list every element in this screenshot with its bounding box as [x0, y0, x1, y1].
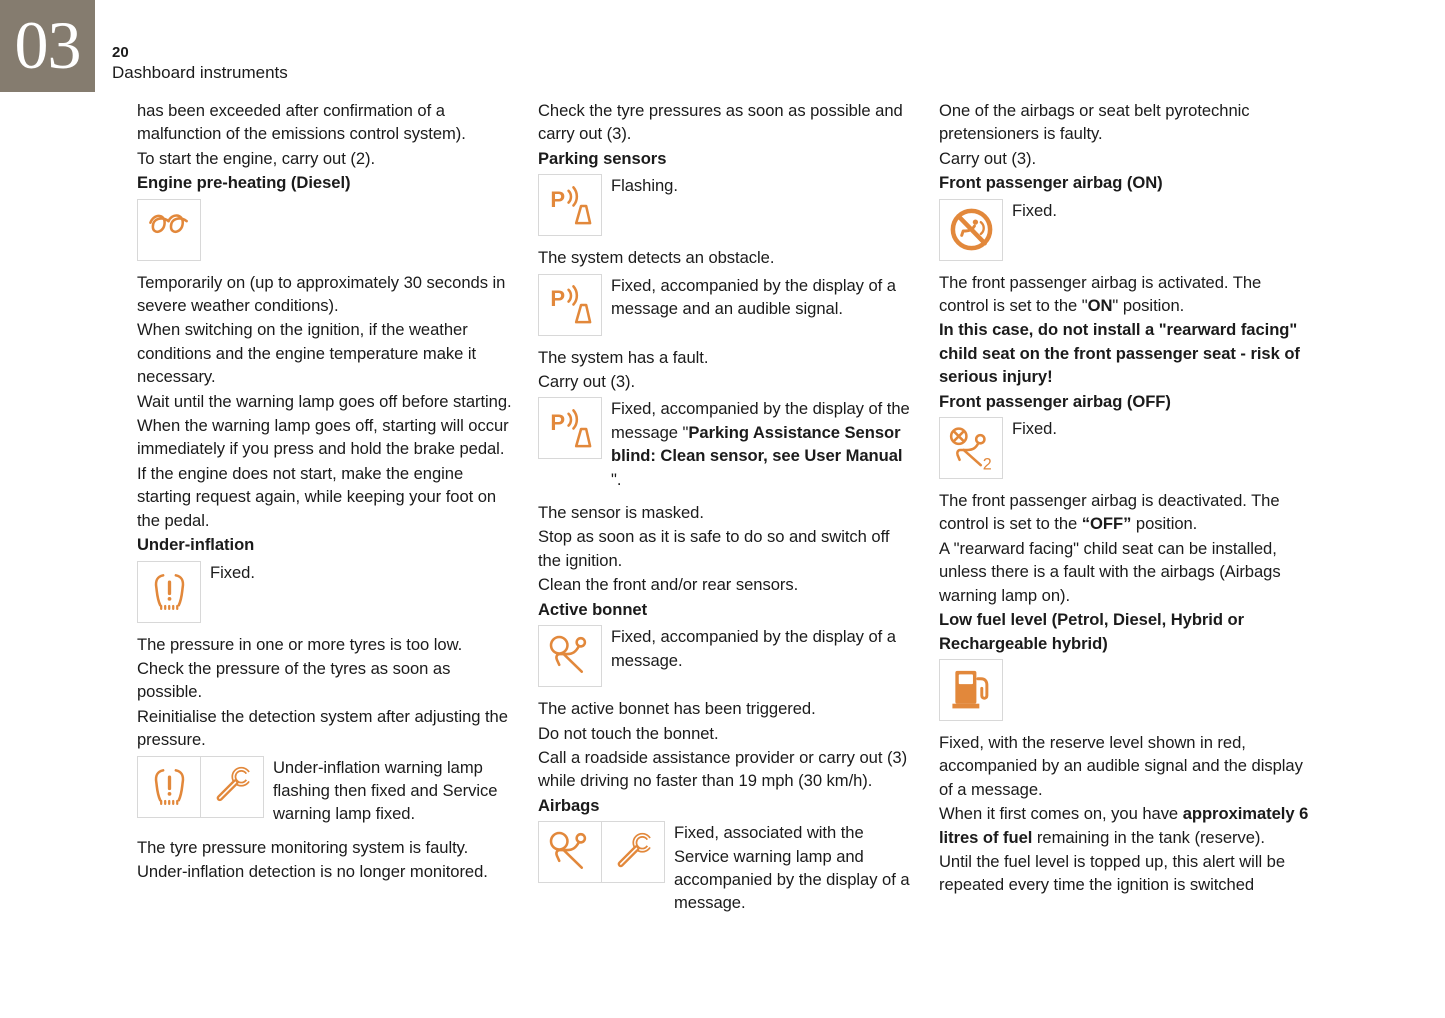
- paragraph: [538, 722, 913, 745]
- warning-lamp-row: [137, 561, 512, 623]
- section-heading: Active bonnet: [538, 599, 648, 619]
- text-run: Fixed, with the reserve level shown in red, accompanied by an audible signal and the display of a message.: [939, 732, 1303, 799]
- paragraph: [137, 318, 512, 388]
- paragraph: [939, 489, 1314, 536]
- lamp-behaviour-text: [210, 561, 255, 584]
- paragraph: [538, 346, 913, 369]
- warning-lamp-icons: [538, 821, 665, 883]
- warning-lamp-row: [538, 274, 913, 336]
- warning-lamp-icons: [538, 397, 602, 459]
- paragraph: [137, 860, 512, 883]
- warning-lamp-icons: [137, 199, 201, 261]
- warning-lamp-row: [538, 625, 913, 687]
- text-run: ON: [1087, 296, 1113, 316]
- text-run: Flashing.: [611, 176, 678, 196]
- paragraph: [939, 850, 1314, 897]
- under-inflation-icon: [137, 561, 201, 623]
- text-run: Fixed.: [1012, 200, 1057, 220]
- text-run: The active bonnet has been triggered.: [538, 699, 816, 719]
- warning-lamp-icons: [137, 561, 201, 623]
- text-run: has been exceeded after confirmation of a malfunction of the emissions control system).: [137, 101, 466, 144]
- text-run: Temporarily on (up to approximately 30 seconds in severe weather conditions).: [137, 272, 506, 316]
- text-run: Carry out (3).: [939, 148, 1037, 168]
- lamp-behaviour-text: [273, 756, 512, 826]
- paragraph: [538, 99, 913, 146]
- warning-lamp-icons: [137, 756, 264, 818]
- paragraph: [137, 414, 512, 461]
- airbag-on-icon: [939, 199, 1003, 261]
- paragraph: [137, 390, 512, 413]
- paragraph: [137, 657, 512, 704]
- text-run: Until the fuel level is topped up, this alert will be repeated every time the ignition is switched: [939, 851, 1286, 895]
- text-run: When switching on the ignition, if the weather conditions and the engine temperature make it necessary.: [137, 320, 477, 387]
- text-run: The tyre pressure monitoring system is faulty.: [137, 837, 469, 857]
- paragraph: [939, 318, 1314, 388]
- text-run: A "rearward facing" child seat can be installed, unless there is a fault with the airbags (Airbags warning lamp on).: [939, 538, 1281, 605]
- section-heading: Parking sensors: [538, 148, 667, 168]
- warning-lamp-row: [137, 199, 512, 261]
- paragraph: [538, 370, 913, 393]
- column-1: [137, 99, 512, 925]
- text-run: Check the tyre pressures as soon as possible and carry out (3).: [538, 101, 903, 144]
- text-run: Fixed, associated with the Service warning lamp and accompanied by the display of a message.: [674, 823, 910, 913]
- paragraph: [137, 836, 512, 859]
- svg-text:P: P: [549, 186, 565, 212]
- paragraph: [939, 802, 1314, 849]
- lamp-behaviour-text: [611, 625, 913, 672]
- parking-sensor-icon: [538, 174, 602, 236]
- lamp-behaviour-text: [611, 397, 913, 491]
- paragraph: [137, 633, 512, 656]
- text-run: One of the airbags or seat belt pyrotechnic pretensioners is faulty.: [939, 101, 1250, 144]
- text-run: To start the engine, carry out (2).: [137, 148, 376, 168]
- paragraph: [538, 697, 913, 720]
- text-run: Check the pressure of the tyres as soon as possible.: [137, 658, 451, 702]
- paragraph: [538, 573, 913, 596]
- text-run: The front passenger airbag is activated. The control is set to the ": [939, 272, 1262, 316]
- chapter-number: 03: [14, 7, 81, 83]
- text-run: “OFF”: [1081, 514, 1132, 534]
- parking-sensor-icon: [538, 274, 602, 336]
- text-run: The sensor is masked.: [538, 503, 704, 523]
- warning-lamp-row: [939, 199, 1314, 261]
- text-run: Reinitialise the detection system after adjusting the pressure.: [137, 706, 508, 750]
- section-heading: Under-inflation: [137, 535, 255, 555]
- text-run: When the warning lamp goes off, starting will occur immediately if you press and hold the brake pedal.: [137, 416, 509, 459]
- svg-text:P: P: [549, 286, 565, 312]
- warning-lamp-icons: [939, 199, 1003, 261]
- fuel-pump-icon: [939, 659, 1003, 721]
- paragraph: [137, 147, 512, 170]
- paragraph: [137, 462, 512, 532]
- active-bonnet-icon: [538, 625, 602, 687]
- chapter-tab: [0, 0, 95, 92]
- warning-lamp-icons: [538, 274, 602, 336]
- warning-lamp-icons: [538, 174, 602, 236]
- svg-text:2: 2: [982, 455, 992, 472]
- paragraph: [939, 99, 1314, 146]
- paragraph: [939, 271, 1314, 318]
- text-run: " position.: [1112, 296, 1185, 316]
- page-number: 20: [112, 44, 129, 61]
- text-run: Parking Assistance Sensor blind: Clean sensor, see User Manual: [611, 422, 903, 466]
- text-run: Clean the front and/or rear sensors.: [538, 575, 799, 595]
- warning-lamp-row: [939, 417, 1314, 479]
- text-run: remaining in the tank (reserve).: [1032, 827, 1265, 847]
- text-run: ".: [611, 469, 622, 489]
- warning-lamp-icons: [939, 417, 1003, 479]
- text-run: If the engine does not start, make the engine starting request again, while keeping your foot on the pedal.: [137, 463, 497, 530]
- warning-lamp-icons: [939, 659, 1003, 721]
- text-run: The system has a fault.: [538, 347, 709, 367]
- text-run: Under-inflation warning lamp flashing then fixed and Service warning lamp fixed.: [273, 757, 498, 824]
- text-run: In this case, do not install a "rearward facing" child seat on the front passenger seat - risk of serious injury!: [939, 320, 1300, 387]
- text-run: approximately 6 litres of fuel: [939, 804, 1309, 847]
- paragraph: [538, 246, 913, 269]
- warning-lamp-row: [137, 756, 512, 826]
- warning-lamp-row: [538, 397, 913, 491]
- text-run: When it first comes on, you have: [939, 804, 1183, 824]
- lamp-behaviour-text: [674, 821, 913, 915]
- paragraph: [939, 537, 1314, 607]
- paragraph: [939, 147, 1314, 170]
- section-heading: Low fuel level (Petrol, Diesel, Hybrid or Rechargeable hybrid): [939, 610, 1245, 653]
- text-run: Under-inflation detection is no longer monitored.: [137, 862, 488, 882]
- lamp-behaviour-text: [611, 274, 913, 321]
- glow-plug-icon: [137, 199, 201, 261]
- section-heading: Front passenger airbag (ON): [939, 173, 1163, 193]
- paragraph: [538, 525, 913, 572]
- text-run: Call a roadside assistance provider or carry out (3) while driving no faster than 19 mph (30 km/h).: [538, 747, 908, 791]
- section-heading: Front passenger airbag (OFF): [939, 391, 1171, 411]
- parking-sensor-icon: [538, 397, 602, 459]
- text-run: Carry out (3).: [538, 372, 636, 392]
- text-run: The front passenger airbag is deactivated. The control is set to the: [939, 491, 1280, 534]
- paragraph: [137, 705, 512, 752]
- wrench-icon: [200, 756, 264, 818]
- wrench-icon: [601, 821, 665, 883]
- section-heading: Engine pre-heating (Diesel): [137, 173, 351, 193]
- airbag-off-icon: [939, 417, 1003, 479]
- text-run: position.: [1131, 514, 1198, 534]
- warning-lamp-icons: [538, 625, 602, 687]
- content-columns: [137, 99, 1314, 925]
- text-run: The system detects an obstacle.: [538, 248, 775, 268]
- warning-lamp-row: [538, 174, 913, 236]
- text-run: The pressure in one or more tyres is too low.: [137, 634, 463, 654]
- airbag-person-icon: [538, 821, 602, 883]
- text-run: Wait until the warning lamp goes off before starting.: [137, 391, 512, 411]
- text-run: Fixed.: [1012, 419, 1057, 439]
- lamp-behaviour-text: [1012, 199, 1057, 222]
- text-run: Do not touch the bonnet.: [538, 723, 719, 743]
- paragraph: [538, 501, 913, 524]
- warning-lamp-row: [538, 821, 913, 915]
- text-run: Stop as soon as it is safe to do so and switch off the ignition.: [538, 527, 890, 570]
- column-3: [939, 99, 1314, 925]
- paragraph: [137, 99, 512, 146]
- paragraph: [137, 271, 512, 318]
- page-title: Dashboard instruments: [112, 63, 288, 82]
- text-run: Fixed, accompanied by the display of the message ": [611, 399, 910, 442]
- text-run: Fixed.: [210, 562, 255, 582]
- svg-text:P: P: [549, 409, 565, 435]
- page-header: [112, 44, 288, 84]
- paragraph: [538, 746, 913, 793]
- section-heading: Airbags: [538, 795, 600, 815]
- text-run: Fixed, accompanied by the display of a message and an audible signal.: [611, 275, 896, 319]
- paragraph: [939, 731, 1314, 801]
- under-inflation-icon: [137, 756, 201, 818]
- column-2: [538, 99, 913, 925]
- lamp-behaviour-text: [1012, 417, 1057, 440]
- lamp-behaviour-text: [611, 174, 678, 197]
- warning-lamp-row: [939, 659, 1314, 721]
- text-run: Fixed, accompanied by the display of a message.: [611, 627, 896, 670]
